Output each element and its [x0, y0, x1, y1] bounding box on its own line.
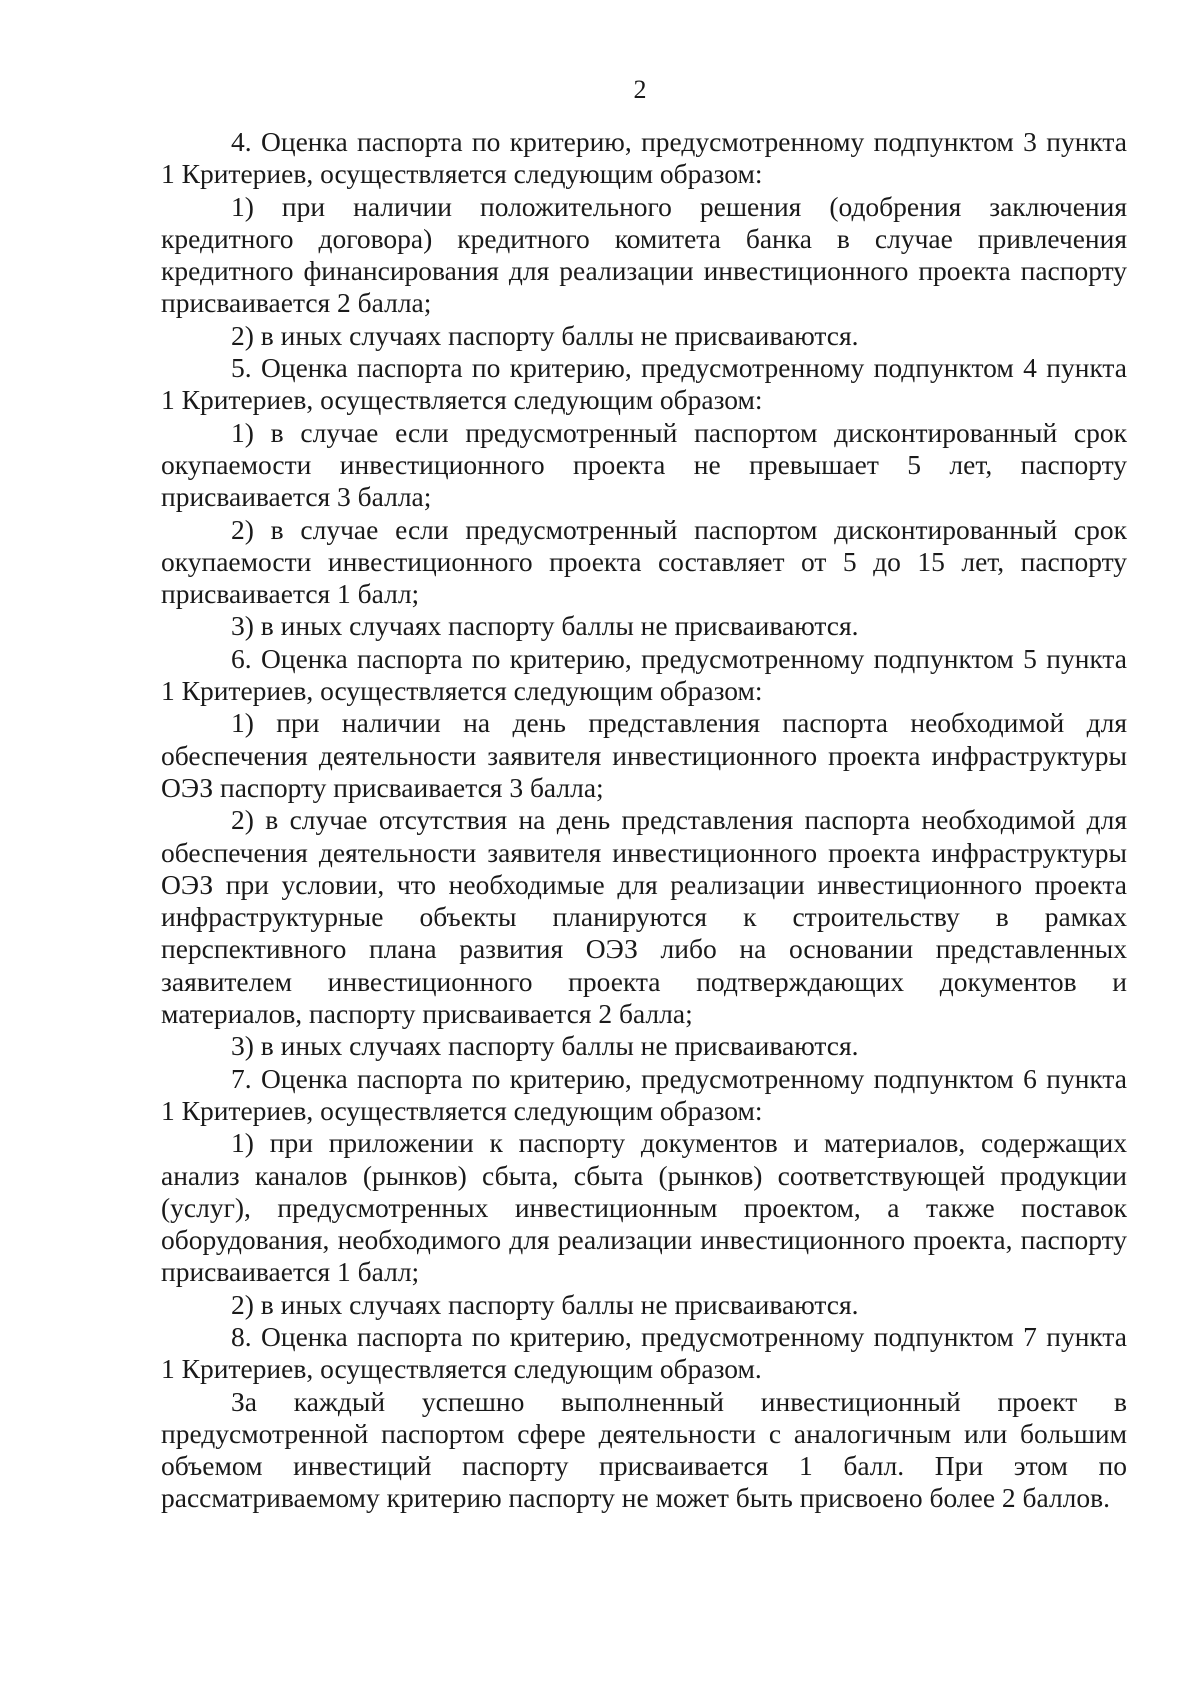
paragraph-5-heading: 5. Оценка паспорта по критерию, предусмотренному подпунктом 4 пункта 1 Критериев, осуществляется следующим образом: [161, 352, 1127, 416]
paragraph-5-item-1: 1) в случае если предусмотренный паспортом дисконтированный срок окупаемости инвестиционного проекта не превышает 5 лет, паспорту присваивается 3 балла; [161, 416, 1127, 513]
paragraph-8-text: За каждый успешно выполненный инвестиционный проект в предусмотренной паспортом сфере деятельности с аналогичным или большим объемом инвестиций паспорту присваивается 1 балл. При этом по рассматриваемому критерию паспорту не может быть присвоено более 2 баллов. [161, 1385, 1127, 1514]
paragraph-7-heading: 7. Оценка паспорта по критерию, предусмотренному подпунктом 6 пункта 1 Критериев, осуществляется следующим образом: [161, 1062, 1127, 1126]
paragraph-5-item-2: 2) в случае если предусмотренный паспортом дисконтированный срок окупаемости инвестиционного проекта составляет от 5 до 15 лет, паспорту присваивается 1 балл; [161, 513, 1127, 610]
paragraph-7-item-1: 1) при приложении к паспорту документов и материалов, содержащих анализ каналов (рынков) сбыта, сбыта (рынков) соответствующей продукции (услуг), предусмотренных инвестиционным проектом, а также поставок оборудования, необходимого для реализации инвестиционного проекта, паспорту присваивается 1 балл; [161, 1127, 1127, 1288]
paragraph-6-item-3: 3) в иных случаях паспорту баллы не присваиваются. [231, 1030, 859, 1062]
paragraph-8-heading: 8. Оценка паспорта по критерию, предусмотренному подпунктом 7 пункта 1 Критериев, осуществляется следующим образом. [161, 1320, 1127, 1385]
page-number: 2 [633, 75, 647, 104]
paragraph-5-item-3: 3) в иных случаях паспорту баллы не присваиваются. [231, 610, 859, 642]
document-body [161, 126, 1127, 1515]
paragraph-4-item-2: 2) в иных случаях паспорту баллы не присваиваются. [231, 319, 859, 351]
paragraph-4-item-1: 1) при наличии положительного решения (одобрения заключения кредитного договора) кредитного комитета банка в случае привлечения кредитного финансирования для реализации инвестиционного проекта паспорту присваивается 2 балла; [161, 190, 1127, 319]
paragraph-6-item-1: 1) при наличии на день представления паспорта необходимой для обеспечения деятельности заявителя инвестиционного проекта инфраструктуры ОЭЗ паспорту присваивается 3 балла; [161, 707, 1127, 803]
paragraph-4-heading: 4. Оценка паспорта по критерию, предусмотренному подпунктом 3 пункта 1 Критериев, осуществляется следующим образом: [161, 126, 1127, 190]
paragraph-7-item-2: 2) в иных случаях паспорту баллы не присваиваются. [231, 1288, 859, 1320]
paragraph-6-heading: 6. Оценка паспорта по критерию, предусмотренному подпунктом 5 пункта 1 Критериев, осуществляется следующим образом: [161, 642, 1127, 707]
paragraph-6-item-2: 2) в случае отсутствия на день представления паспорта необходимой для обеспечения деятельности заявителя инвестиционного проекта инфраструктуры ОЭЗ при условии, что необходимые для реализации инвестиционного проекта инфраструктурные объекты планируются к строительству в рамках перспективного плана развития ОЭЗ либо на основании представленных заявителем инвестиционного проекта подтверждающих документов и материалов, паспорту присваивается 2 балла; [161, 804, 1127, 1030]
